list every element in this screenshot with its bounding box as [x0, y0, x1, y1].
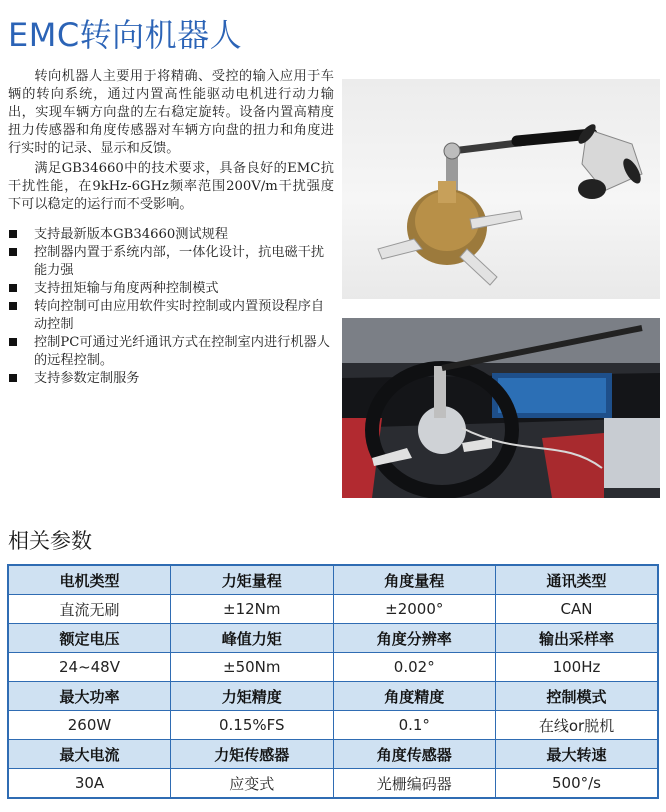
table-cell: 应变式 [171, 769, 334, 799]
table-cell: ±2000° [333, 595, 496, 624]
feature-item [8, 334, 334, 370]
feature-item [8, 370, 334, 388]
table-row [8, 711, 658, 740]
feature-text: 控制器内置于系统内部，一体化设计，抗电磁干扰能力强 [34, 245, 325, 278]
section-title: 相关参数 [8, 529, 92, 553]
table-cell: ±50Nm [171, 653, 334, 682]
table-cell: 30A [8, 769, 171, 799]
table-cell: 260W [8, 711, 171, 740]
table-row [8, 769, 658, 799]
table-cell: 直流无刷 [8, 595, 171, 624]
table-header-cell: 角度精度 [333, 682, 496, 711]
table-header-cell: 角度量程 [333, 565, 496, 595]
table-header-cell: 额定电压 [8, 624, 171, 653]
table-cell: 在线or脱机 [496, 711, 659, 740]
table-cell: 100Hz [496, 653, 659, 682]
square-bullet-icon [9, 248, 17, 256]
feature-text: 支持扭矩输与角度两种控制模式 [34, 281, 219, 296]
feature-text: 支持最新版本GB34660测试规程 [34, 227, 229, 242]
intro-paragraph: 转向机器人主要用于将精确、受控的输入应用于车辆的转向系统，通过内置高性能驱动电机进行动力输出，实现车辆方向盘的左右稳定旋转。设备内置高精度扭力传感器和角度传感器对车辆方向盘的扭力和角度进行实时的记录、显示和反馈。 [8, 69, 334, 156]
table-cell: 24~48V [8, 653, 171, 682]
table-cell: CAN [496, 595, 659, 624]
feature-text: 控制PC可通过光纤通讯方式在控制室内进行机器人的远程控制。 [34, 335, 330, 368]
table-row [8, 653, 658, 682]
table-header-cell: 通讯类型 [496, 565, 659, 595]
square-bullet-icon [9, 230, 17, 238]
feature-item [8, 226, 334, 244]
table-header-row [8, 682, 658, 711]
table-header-row [8, 624, 658, 653]
table-header-cell: 峰值力矩 [171, 624, 334, 653]
square-bullet-icon [9, 374, 17, 382]
feature-item [8, 244, 334, 280]
table-row [8, 595, 658, 624]
table-header-row [8, 740, 658, 769]
table-header-cell: 力矩量程 [171, 565, 334, 595]
feature-list [8, 226, 334, 388]
table-header-cell: 力矩传感器 [171, 740, 334, 769]
installation-photo [342, 318, 660, 498]
feature-item [8, 298, 334, 334]
table-header-cell: 控制模式 [496, 682, 659, 711]
page-title: EMC转向机器人 [8, 16, 243, 54]
params-table [7, 564, 659, 799]
table-header-cell: 力矩精度 [171, 682, 334, 711]
product-photo [342, 79, 660, 299]
intro-paragraph: 满足GB34660中的技术要求，具备良好的EMC抗干扰性能，在9kHz-6GHz频率范围200V/m干扰强度下可以稳定的运行而不受影响。 [8, 161, 334, 212]
table-cell: 光栅编码器 [333, 769, 496, 799]
table-header-cell: 最大功率 [8, 682, 171, 711]
table-header-cell: 角度传感器 [333, 740, 496, 769]
table-cell: 500°/s [496, 769, 659, 799]
feature-text: 转向控制可由应用软件实时控制或内置预设程序自动控制 [34, 299, 325, 332]
table-header-cell: 电机类型 [8, 565, 171, 595]
table-header-cell: 最大电流 [8, 740, 171, 769]
square-bullet-icon [9, 338, 17, 346]
table-cell: 0.15%FS [171, 711, 334, 740]
table-header-cell: 角度分辨率 [333, 624, 496, 653]
table-header-cell: 最大转速 [496, 740, 659, 769]
square-bullet-icon [9, 284, 17, 292]
feature-text: 支持参数定制服务 [34, 371, 140, 386]
table-header-cell: 输出采样率 [496, 624, 659, 653]
table-cell: ±12Nm [171, 595, 334, 624]
feature-item [8, 280, 334, 298]
intro-text [8, 68, 334, 388]
table-cell: 0.1° [333, 711, 496, 740]
table-header-row [8, 565, 658, 595]
square-bullet-icon [9, 302, 17, 310]
table-cell: 0.02° [333, 653, 496, 682]
